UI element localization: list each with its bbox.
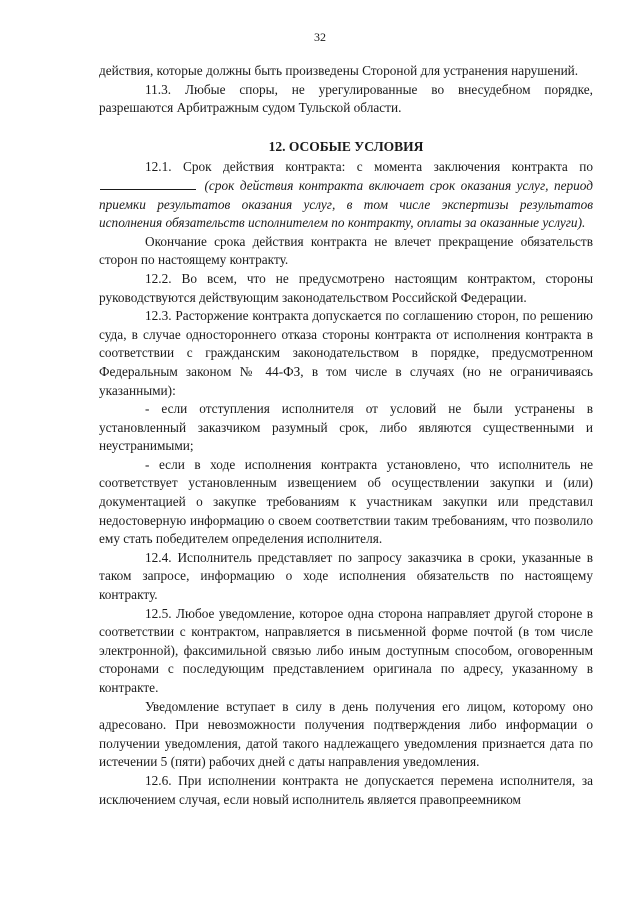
paragraph-12-3: 12.3. Расторжение контракта допускается по соглашению сторон, по решению суда, в случае одностороннего отказа стороны контракта от исполнения контракта в соответствии с гражданским законодательством в порядке, предусмотренном Федеральным законом № 44-ФЗ, в том числе в случаях (но не ограничиваясь указанными): <box>99 308 593 398</box>
paragraph-continuation: действия, которые должны быть произведены Стороной для устранения нарушений. <box>99 63 579 78</box>
list-item-noncompliance: - если в ходе исполнения контракта установлено, что исполнитель не соответствует установленным извещением об осуществлении закупки и (или) документацией о закупке требованиям к участникам закупки или представил недостоверную информацию о своем соответствии таким требованиям, что позволило ему стать победителем определения исполнителя. <box>99 456 593 547</box>
paragraph-12-4: 12.4. Исполнитель представляет по запросу заказчика в сроки, указанные в таком запросе, информацию о ходе исполнения обязательств по настоящему контракту. <box>99 549 593 603</box>
paragraph-12-1-italic: (срок действия контракта включает срок оказания услуг, период приемки результатов оказания услуг, в том числе экспертизы результатов исполнения обязательств исполнителем по контракту, оплаты за оказанные услуги). <box>99 177 593 231</box>
date-blank-field <box>100 177 196 190</box>
paragraph-12-5: 12.5. Любое уведомление, которое одна сторона направляет другой стороне в соответствии с контрактом, направляется в письменной форме почтой (в том числе электронной), факсимильной связью либо иным доступным способом, оговоренным сторонами с последующим представлением оригинала по адресу, указанному в контракте. <box>99 605 593 695</box>
list-item-deviations: - если отступления исполнителя от условий не были устранены в установленный заказчиком разумный срок, либо являются существенными и неустранимыми; <box>99 401 593 454</box>
page-number: 32 <box>314 30 326 44</box>
paragraph-12-1 <box>99 158 593 232</box>
paragraph-12-2: 12.2. Во всем, что не предусмотрено настоящим контрактом, стороны руководствуются действующим законодательством Российской Федерации. <box>99 270 593 305</box>
paragraph-12-1-text: 12.1. Срок действия контракта: с момента заключения контракта по <box>145 159 593 175</box>
paragraph-12-6: 12.6. При исполнении контракта не допускается перемена исполнителя, за исключением случая, если новый исполнитель является правопреемником <box>99 772 593 807</box>
paragraph-notification: Уведомление вступает в силу в день получения его лицом, которому оно адресовано. При невозможности получения подтверждения либо информации о получении уведомления, датой такого надлежащего уведомления признается дата по истечении 5 (пяти) рабочих дней с даты направления уведомления. <box>99 698 593 770</box>
section-title: 12. ОСОБЫЕ УСЛОВИЯ <box>268 138 424 154</box>
document-body <box>99 62 593 809</box>
paragraph-11-3: 11.3. Любые споры, не урегулированные во внесудебном порядке, разрешаются Арбитражным судом Тульской области. <box>99 81 593 116</box>
paragraph-contract-end: Окончание срока действия контракта не влечет прекращение обязательств сторон по настоящему контракту. <box>99 233 593 268</box>
